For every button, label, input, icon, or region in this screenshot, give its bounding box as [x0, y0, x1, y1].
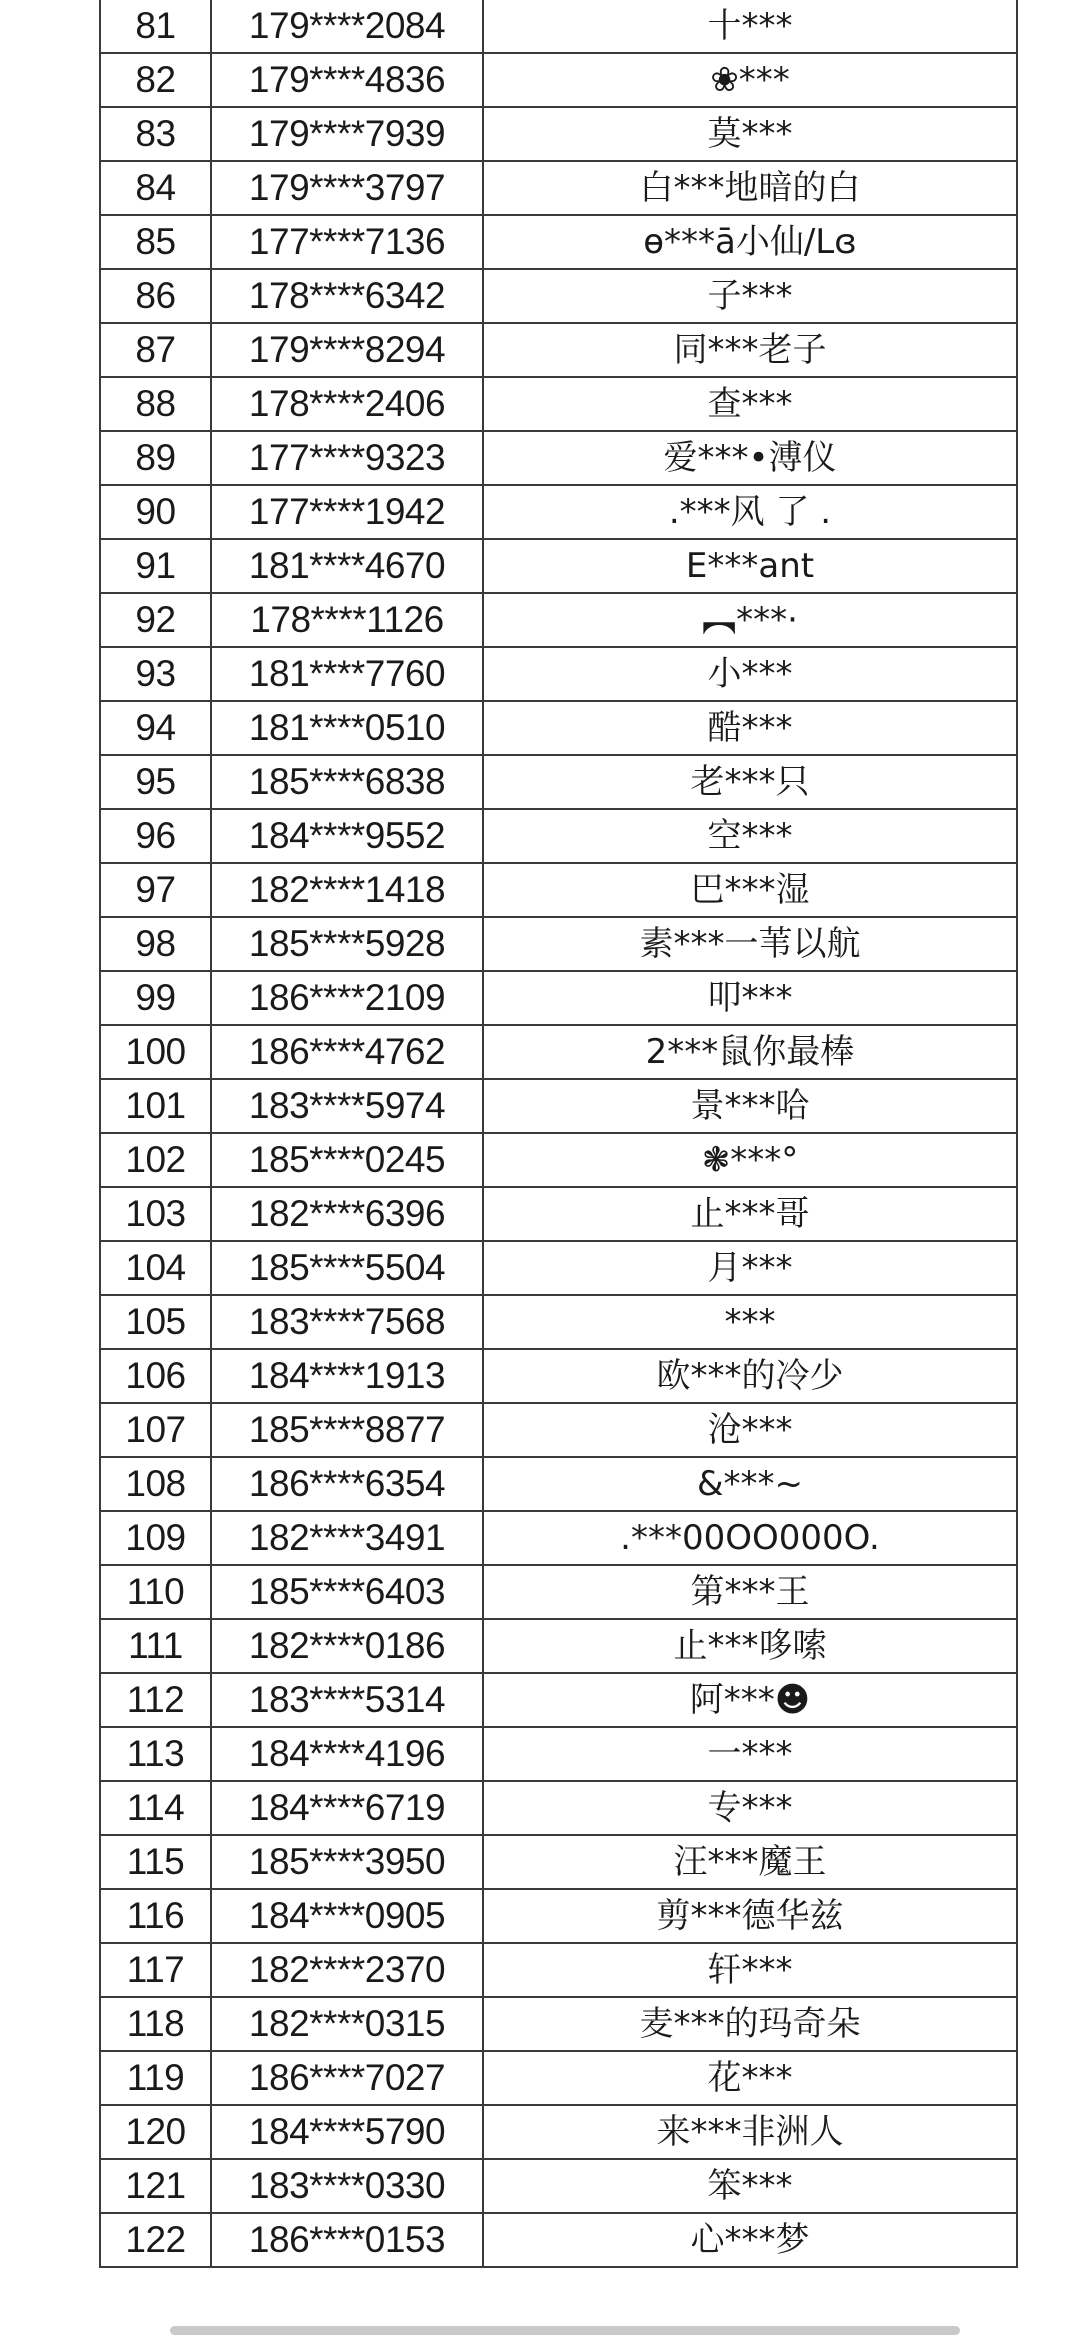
nickname-cell: 酷*** — [483, 701, 1017, 755]
row-number-cell: 115 — [100, 1835, 211, 1889]
table-row — [100, 1565, 1017, 1619]
phone-cell: 182****6396 — [211, 1187, 483, 1241]
row-number-cell: 90 — [100, 485, 211, 539]
row-number-cell: 113 — [100, 1727, 211, 1781]
phone-cell: 184****4196 — [211, 1727, 483, 1781]
nickname-cell: 欧***的冷少 — [483, 1349, 1017, 1403]
phone-cell: 185****5928 — [211, 917, 483, 971]
table-row — [100, 215, 1017, 269]
row-number-cell: 95 — [100, 755, 211, 809]
row-number-cell: 98 — [100, 917, 211, 971]
phone-cell: 184****5790 — [211, 2105, 483, 2159]
table-row — [100, 1457, 1017, 1511]
table-row — [100, 1835, 1017, 1889]
row-number-cell: 81 — [100, 0, 211, 53]
nickname-cell: 止***哥 — [483, 1187, 1017, 1241]
phone-cell: 184****9552 — [211, 809, 483, 863]
phone-cell: 185****5504 — [211, 1241, 483, 1295]
horizontal-scrollbar[interactable] — [170, 2326, 960, 2335]
phone-cell: 181****0510 — [211, 701, 483, 755]
row-number-cell: 99 — [100, 971, 211, 1025]
row-number-cell: 89 — [100, 431, 211, 485]
nickname-cell: 小*** — [483, 647, 1017, 701]
phone-cell: 185****8877 — [211, 1403, 483, 1457]
phone-cell: 186****4762 — [211, 1025, 483, 1079]
table-row — [100, 1727, 1017, 1781]
row-number-cell: 109 — [100, 1511, 211, 1565]
table-row — [100, 161, 1017, 215]
phone-cell: 179****2084 — [211, 0, 483, 53]
phone-cell: 184****0905 — [211, 1889, 483, 1943]
nickname-cell: 爱***•溥仪 — [483, 431, 1017, 485]
phone-cell: 186****0153 — [211, 2213, 483, 2267]
table-row — [100, 647, 1017, 701]
phone-cell: 185****6403 — [211, 1565, 483, 1619]
nickname-cell: ❃***° — [483, 1133, 1017, 1187]
nickname-cell: 来***非洲人 — [483, 2105, 1017, 2159]
nickname-cell: 止***哆嗦 — [483, 1619, 1017, 1673]
row-number-cell: 84 — [100, 161, 211, 215]
row-number-cell: 118 — [100, 1997, 211, 2051]
row-number-cell: 91 — [100, 539, 211, 593]
nickname-cell: 专*** — [483, 1781, 1017, 1835]
nickname-cell: 汪***魔王 — [483, 1835, 1017, 1889]
row-number-cell: 96 — [100, 809, 211, 863]
phone-cell: 179****3797 — [211, 161, 483, 215]
row-number-cell: 121 — [100, 2159, 211, 2213]
table-row — [100, 485, 1017, 539]
phone-cell: 185****3950 — [211, 1835, 483, 1889]
row-number-cell: 85 — [100, 215, 211, 269]
table-row — [100, 1025, 1017, 1079]
table-row — [100, 0, 1017, 53]
phone-cell: 183****5314 — [211, 1673, 483, 1727]
table-row — [100, 1889, 1017, 1943]
phone-cell: 177****9323 — [211, 431, 483, 485]
row-number-cell: 111 — [100, 1619, 211, 1673]
phone-cell: 186****7027 — [211, 2051, 483, 2105]
nickname-cell: .***00OO000O. — [483, 1511, 1017, 1565]
row-number-cell: 112 — [100, 1673, 211, 1727]
row-number-cell: 86 — [100, 269, 211, 323]
phone-cell: 184****6719 — [211, 1781, 483, 1835]
table-row — [100, 863, 1017, 917]
nickname-cell: 第***王 — [483, 1565, 1017, 1619]
table-row — [100, 2159, 1017, 2213]
nickname-cell: .***风 了 . — [483, 485, 1017, 539]
row-number-cell: 107 — [100, 1403, 211, 1457]
winner-list-table — [99, 0, 1018, 2268]
nickname-cell: 2***鼠你最棒 — [483, 1025, 1017, 1079]
table-row — [100, 1295, 1017, 1349]
table-row — [100, 2213, 1017, 2267]
table-row — [100, 269, 1017, 323]
phone-cell: 182****0186 — [211, 1619, 483, 1673]
table-row — [100, 1133, 1017, 1187]
table-row — [100, 1943, 1017, 1997]
table-row — [100, 593, 1017, 647]
nickname-cell: 同***老子 — [483, 323, 1017, 377]
phone-cell: 182****0315 — [211, 1997, 483, 2051]
row-number-cell: 119 — [100, 2051, 211, 2105]
nickname-cell: ɵ***ā小仙/Lɞ — [483, 215, 1017, 269]
nickname-cell: *** — [483, 1295, 1017, 1349]
nickname-cell: 一*** — [483, 1727, 1017, 1781]
phone-cell: 183****0330 — [211, 2159, 483, 2213]
table-row — [100, 539, 1017, 593]
table-row — [100, 377, 1017, 431]
phone-cell: 183****7568 — [211, 1295, 483, 1349]
table-row — [100, 107, 1017, 161]
row-number-cell: 106 — [100, 1349, 211, 1403]
row-number-cell: 104 — [100, 1241, 211, 1295]
table-row — [100, 1781, 1017, 1835]
nickname-cell: 查*** — [483, 377, 1017, 431]
phone-cell: 177****7136 — [211, 215, 483, 269]
phone-cell: 178****1126 — [211, 593, 483, 647]
phone-cell: 181****4670 — [211, 539, 483, 593]
row-number-cell: 117 — [100, 1943, 211, 1997]
table-row — [100, 809, 1017, 863]
nickname-cell: 麦***的玛奇朵 — [483, 1997, 1017, 2051]
phone-cell: 181****7760 — [211, 647, 483, 701]
table-row — [100, 2051, 1017, 2105]
nickname-cell: 素***一苇以航 — [483, 917, 1017, 971]
row-number-cell: 97 — [100, 863, 211, 917]
table-row — [100, 323, 1017, 377]
table-row — [100, 1241, 1017, 1295]
table-row — [100, 1997, 1017, 2051]
table-row — [100, 917, 1017, 971]
table-row — [100, 1673, 1017, 1727]
table-row — [100, 53, 1017, 107]
table-row — [100, 755, 1017, 809]
nickname-cell: 巴***湿 — [483, 863, 1017, 917]
table-body — [100, 0, 1017, 2267]
nickname-cell: 叩*** — [483, 971, 1017, 1025]
phone-cell: 185****6838 — [211, 755, 483, 809]
row-number-cell: 108 — [100, 1457, 211, 1511]
nickname-cell: 阿***☻ — [483, 1673, 1017, 1727]
row-number-cell: 82 — [100, 53, 211, 107]
nickname-cell: 花*** — [483, 2051, 1017, 2105]
nickname-cell: 十*** — [483, 0, 1017, 53]
nickname-cell: 剪***德华兹 — [483, 1889, 1017, 1943]
row-number-cell: 92 — [100, 593, 211, 647]
row-number-cell: 94 — [100, 701, 211, 755]
table-row — [100, 701, 1017, 755]
row-number-cell: 87 — [100, 323, 211, 377]
table-row — [100, 1349, 1017, 1403]
phone-cell: 186****2109 — [211, 971, 483, 1025]
nickname-cell: 景***哈 — [483, 1079, 1017, 1133]
row-number-cell: 103 — [100, 1187, 211, 1241]
nickname-cell: &***~ — [483, 1457, 1017, 1511]
nickname-cell: 轩*** — [483, 1943, 1017, 1997]
nickname-cell: 笨*** — [483, 2159, 1017, 2213]
nickname-cell: 空*** — [483, 809, 1017, 863]
row-number-cell: 101 — [100, 1079, 211, 1133]
phone-cell: 182****1418 — [211, 863, 483, 917]
table-row — [100, 2105, 1017, 2159]
phone-cell: 179****7939 — [211, 107, 483, 161]
phone-cell: 178****2406 — [211, 377, 483, 431]
row-number-cell: 83 — [100, 107, 211, 161]
row-number-cell: 114 — [100, 1781, 211, 1835]
nickname-cell: 沧*** — [483, 1403, 1017, 1457]
phone-cell: 179****4836 — [211, 53, 483, 107]
row-number-cell: 110 — [100, 1565, 211, 1619]
table-row — [100, 1079, 1017, 1133]
phone-cell: 186****6354 — [211, 1457, 483, 1511]
row-number-cell: 88 — [100, 377, 211, 431]
nickname-cell: 月*** — [483, 1241, 1017, 1295]
phone-cell: 185****0245 — [211, 1133, 483, 1187]
row-number-cell: 93 — [100, 647, 211, 701]
row-number-cell: 120 — [100, 2105, 211, 2159]
table-row — [100, 1403, 1017, 1457]
nickname-cell: 子*** — [483, 269, 1017, 323]
phone-cell: 183****5974 — [211, 1079, 483, 1133]
phone-cell: 178****6342 — [211, 269, 483, 323]
phone-cell: 177****1942 — [211, 485, 483, 539]
row-number-cell: 102 — [100, 1133, 211, 1187]
table-row — [100, 1187, 1017, 1241]
nickname-cell: ❀*** — [483, 53, 1017, 107]
phone-cell: 184****1913 — [211, 1349, 483, 1403]
nickname-cell: E***ant — [483, 539, 1017, 593]
row-number-cell: 122 — [100, 2213, 211, 2267]
nickname-cell: 心***梦 — [483, 2213, 1017, 2267]
nickname-cell: 莫*** — [483, 107, 1017, 161]
table-row — [100, 1511, 1017, 1565]
nickname-cell: 白***地暗的白 — [483, 161, 1017, 215]
phone-cell: 182****3491 — [211, 1511, 483, 1565]
table-row — [100, 1619, 1017, 1673]
phone-cell: 179****8294 — [211, 323, 483, 377]
table-row — [100, 431, 1017, 485]
phone-cell: 182****2370 — [211, 1943, 483, 1997]
row-number-cell: 100 — [100, 1025, 211, 1079]
row-number-cell: 116 — [100, 1889, 211, 1943]
row-number-cell: 105 — [100, 1295, 211, 1349]
nickname-cell: 老***只 — [483, 755, 1017, 809]
table-row — [100, 971, 1017, 1025]
nickname-cell: ︻***· — [483, 593, 1017, 647]
